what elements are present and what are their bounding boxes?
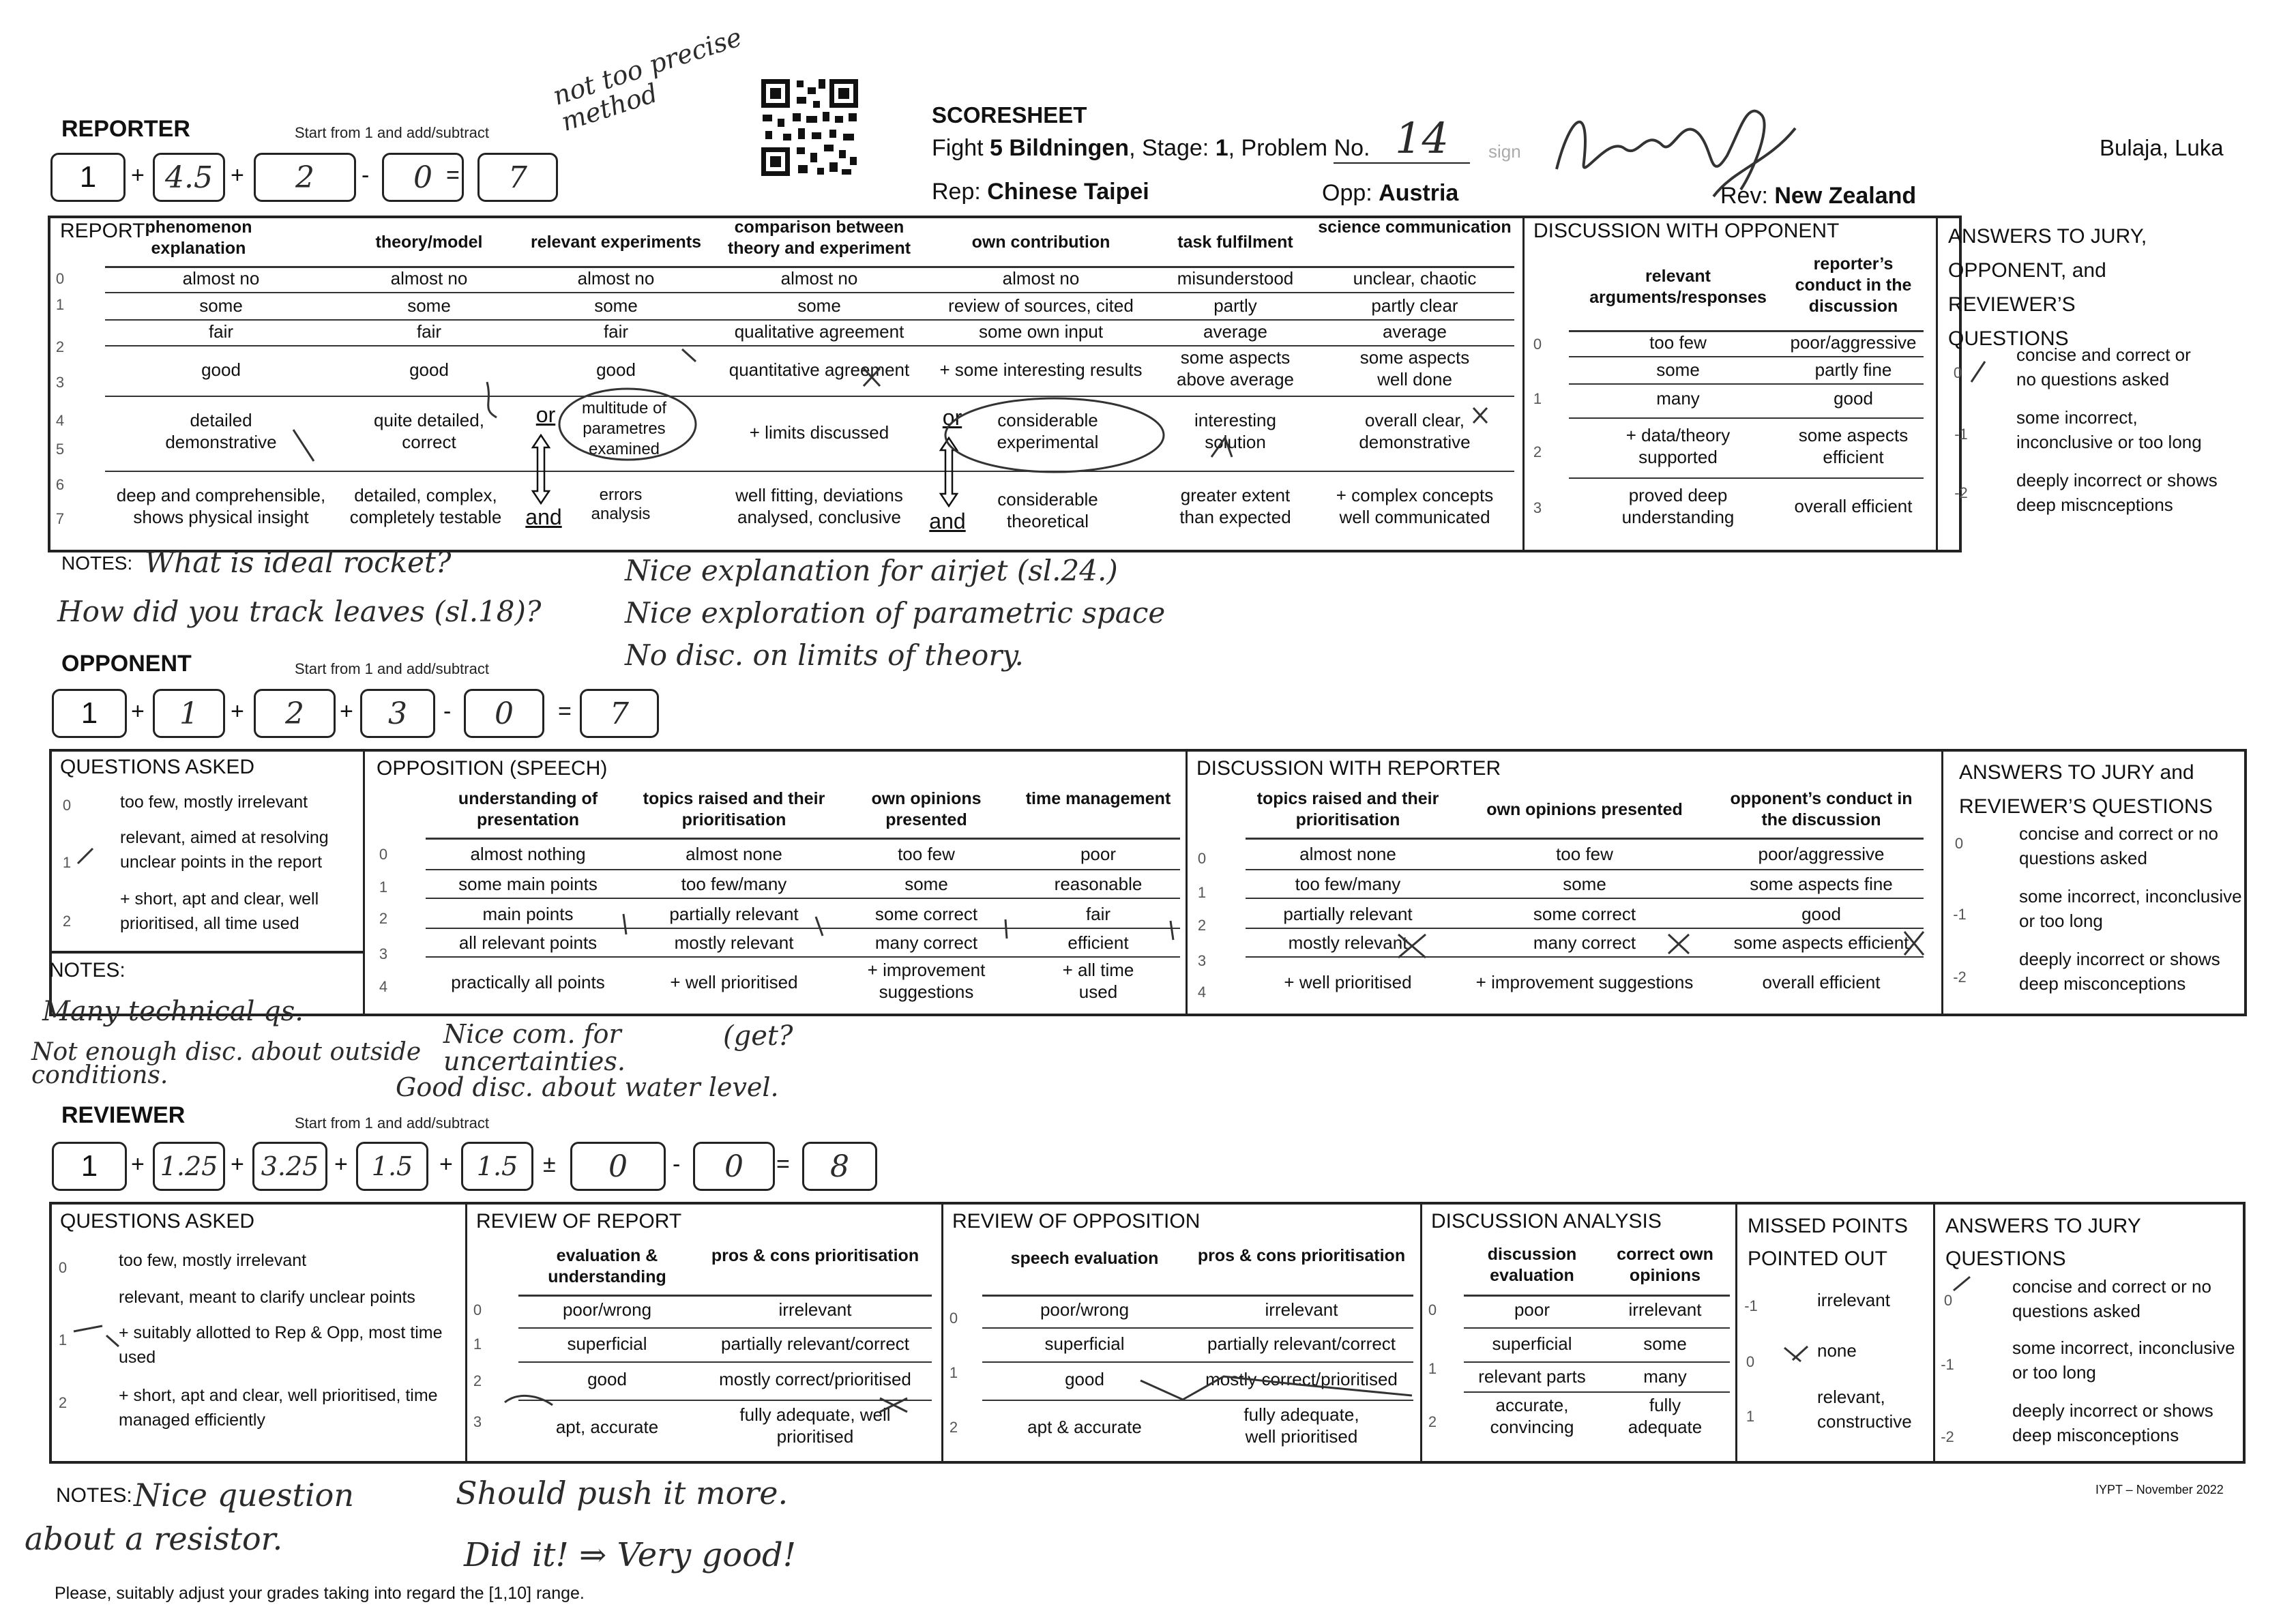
pen-cross-mark — [1398, 932, 1924, 958]
pen-cross-mark — [880, 1398, 907, 1412]
reporter-box-total[interactable]: 7 — [477, 153, 558, 202]
report-col-header: task fulfilment — [1177, 233, 1293, 252]
problem-number: 14 — [1395, 113, 1449, 163]
sheet-title: SCORESHEET — [932, 102, 1087, 128]
fight-line: Fight 5 Bildningen, Stage: 1, Problem No. — [932, 135, 1370, 161]
opp-note-line: Not enough disc. about outside conditions. — [31, 1038, 422, 1089]
or-label: or — [535, 402, 556, 427]
opp-discussion-title: DISCUSSION WITH REPORTER — [1196, 757, 1501, 780]
report-col-header: science communication — [1318, 218, 1512, 237]
pen-tick-mark — [1971, 361, 1985, 382]
opponent-box-1[interactable]: 1 — [153, 689, 225, 738]
venue: Bildningen — [1002, 135, 1130, 161]
report-col-header: phenomenon explanation — [145, 218, 252, 258]
stage: 1 — [1215, 135, 1228, 161]
rep-notes-label: NOTES: — [61, 552, 133, 574]
opp-note-line: Many technical qs. — [42, 996, 304, 1027]
opponent-label: OPPONENT — [61, 651, 192, 677]
opponent-box-4[interactable]: 0 — [464, 689, 544, 738]
reviewer-box-start[interactable]: 1 — [52, 1142, 127, 1191]
pen-circle-mark — [945, 398, 1164, 472]
report-col-header: comparison between theory and experiment — [727, 218, 911, 258]
opponent-box-total[interactable]: 7 — [580, 689, 659, 738]
rep-discussion-title: DISCUSSION WITH OPPONENT — [1533, 220, 1840, 242]
opp-notes-label: NOTES: — [49, 959, 126, 981]
footer-version: IYPT – November 2022 — [2095, 1483, 2224, 1496]
rev-answers-title: ANSWERS TO JURY QUESTIONS — [1945, 1215, 2141, 1270]
rep-note-line: What is ideal rocket? — [145, 546, 452, 579]
review-report-title: REVIEW OF REPORT — [476, 1210, 682, 1232]
reporter-start-hint: Start from 1 and add/subtract — [295, 124, 489, 141]
rev-team: New Zealand — [1774, 183, 1917, 209]
margin-note: not too precise method — [549, 21, 746, 137]
rev-note-line: Nice question about a resistor. — [25, 1477, 354, 1557]
opp-team: Austria — [1379, 180, 1459, 206]
opponent-box-start[interactable]: 1 — [52, 689, 127, 738]
reviewer-box-3[interactable]: 1.5 — [356, 1142, 428, 1191]
pen-cross-mark — [1784, 1277, 1970, 1361]
rev-notes-label: NOTES: — [56, 1484, 132, 1507]
pen-tick-mark — [74, 1326, 119, 1346]
opp-questions-title: QUESTIONS ASKED — [60, 756, 255, 778]
rep-note-line: No disc. on limits of theory. — [625, 638, 1024, 672]
reporter-box-3[interactable]: 0 — [382, 153, 464, 202]
report-col-header: own contribution — [971, 233, 1110, 252]
report-col-header: theory/model — [375, 233, 483, 252]
opp-line: Opp: Austria — [1322, 180, 1459, 206]
rep-answers-title: ANSWERS TO JURY, OPPONENT, and REVIEWER’S QUESTIONS — [1948, 225, 2147, 350]
juror-name: Bulaja, Luka — [2100, 135, 2224, 160]
opp-note-line: Nice com. for uncertainties. — [443, 1019, 625, 1076]
opponent-start-hint: Start from 1 and add/subtract — [295, 660, 489, 677]
reporter-box-1[interactable]: 4.5 — [153, 153, 225, 202]
reporter-label: REPORTER — [61, 116, 190, 142]
rev-line: Rev: New Zealand — [1720, 183, 1917, 209]
pen-circle-mark — [559, 389, 696, 460]
reviewer-start-hint: Start from 1 and add/subtract — [295, 1114, 489, 1132]
opp-answers-title: ANSWERS TO JURY and REVIEWER’S QUESTIONS — [1959, 761, 2213, 818]
opposition-speech-title: OPPOSITION (SPEECH) — [377, 757, 608, 780]
review-opposition-title: REVIEW OF OPPOSITION — [952, 1210, 1201, 1232]
report-title: REPORT — [60, 220, 145, 242]
reporter-box-2[interactable]: 2 — [254, 153, 356, 202]
reviewer-box-1[interactable]: 1.25 — [153, 1142, 225, 1191]
rep-note-line: Nice exploration of parametric space — [625, 596, 1166, 630]
reporter-box-start[interactable]: 1 — [50, 153, 126, 202]
rep-note-line: How did you track leaves (sl.18)? — [57, 595, 542, 628]
reviewer-box-4[interactable]: 1.5 — [461, 1142, 533, 1191]
rev-questions-title: QUESTIONS ASKED — [60, 1210, 255, 1232]
pen-cross-mark — [864, 368, 1487, 423]
reviewer-label: REVIEWER — [61, 1102, 186, 1128]
opponent-box-3[interactable]: 3 — [360, 689, 435, 738]
opp-note-line: (get? — [723, 1020, 793, 1052]
rep-line: Rep: Chinese Taipei — [932, 179, 1149, 205]
rev-note-line: Did it! ⇒ Very good! — [464, 1536, 797, 1574]
opponent-box-2[interactable]: 2 — [254, 689, 336, 738]
pen-tick-mark — [623, 914, 1173, 940]
rep-team: Chinese Taipei — [987, 179, 1149, 205]
pen-tick-mark — [293, 430, 314, 461]
reviewer-box-total[interactable]: 8 — [802, 1142, 877, 1191]
fight-number: 5 — [990, 135, 1003, 161]
report-col-header: relevant experiments — [530, 233, 702, 252]
pen-strike-mark — [505, 1376, 1412, 1405]
and-label: and — [525, 505, 562, 529]
discussion-analysis-title: DISCUSSION ANALYSIS — [1431, 1210, 1662, 1232]
opp-note-line: Good disc. about water level. — [396, 1072, 779, 1102]
missed-points-title: MISSED POINTS POINTED OUT — [1748, 1215, 1909, 1270]
reviewer-box-2[interactable]: 3.25 — [252, 1142, 327, 1191]
pen-tick-mark — [487, 349, 696, 417]
reviewer-box-6[interactable]: 0 — [693, 1142, 775, 1191]
reviewer-box-5[interactable]: 0 — [570, 1142, 666, 1191]
rev-note-line: Should push it more. — [456, 1475, 789, 1511]
pen-tick-mark — [78, 848, 93, 863]
rep-note-line: Nice explanation for airjet (sl.24.) — [625, 554, 1118, 587]
sign-label: sign — [1488, 141, 1521, 162]
pen-tick-mark — [1211, 438, 1232, 457]
adjust-note: Please, suitably adjust your grades taking into regard the [1,10] range. — [55, 1584, 585, 1603]
